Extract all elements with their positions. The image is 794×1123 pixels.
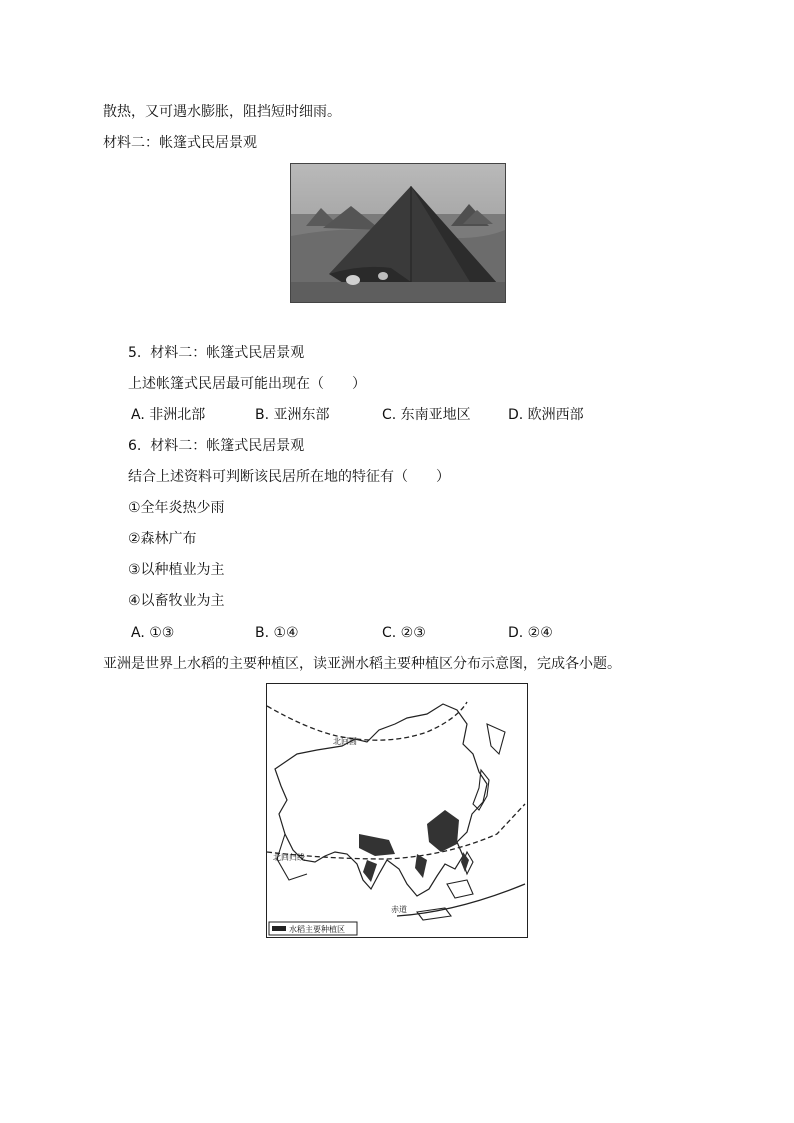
q6-material: 材料二：帐篷式民居景观 <box>150 438 305 454</box>
q6-statement-4: ④以畜牧业为主 <box>128 593 225 609</box>
q5-option-a[interactable]: A. 非洲北部 <box>131 407 206 423</box>
q5-option-d[interactable]: D. 欧洲西部 <box>508 407 584 423</box>
legend-label: 水稻主要种植区 <box>289 925 345 934</box>
map-label-arctic: 北回圆 <box>333 737 357 746</box>
q6-statement-1: ①全年炎热少雨 <box>128 500 225 516</box>
q5-number: 5. <box>128 345 142 361</box>
q6-stem: 结合上述资料可判断该民居所在地的特征有（ ） <box>128 469 450 485</box>
legend-swatch <box>272 926 286 931</box>
q6-statement-2: ②森林广布 <box>128 531 197 547</box>
q5-stem: 上述帐篷式民居最可能出现在（ ） <box>128 376 366 392</box>
q6-option-c[interactable]: C. ②③ <box>382 625 426 641</box>
q6-header <box>128 437 304 455</box>
q6-option-a[interactable]: A. ①③ <box>131 625 175 641</box>
q6-option-d[interactable]: D. ②④ <box>508 625 553 641</box>
tent-dwelling-photo <box>290 163 506 303</box>
map-label-tropic: 北回归线 <box>273 853 305 862</box>
section-intro: 亚洲是世界上水稻的主要种植区，读亚洲水稻主要种植区分布示意图，完成各小题。 <box>103 656 621 672</box>
q6-option-b[interactable]: B. ①④ <box>255 625 299 641</box>
q5-material: 材料二：帐篷式民居景观 <box>150 345 305 361</box>
asia-rice-map <box>266 683 528 938</box>
material2-caption: 材料二：帐篷式民居景观 <box>103 135 257 151</box>
q5-option-c[interactable]: C. 东南亚地区 <box>382 407 471 423</box>
q6-number: 6. <box>128 438 142 454</box>
map-label-equator: 赤道 <box>391 905 407 914</box>
q5-header <box>128 344 304 362</box>
q5-option-b[interactable]: B. 亚洲东部 <box>255 407 330 423</box>
q6-statement-3: ③以种植业为主 <box>128 562 225 578</box>
intro-tail-text: 散热，又可遇水膨胀，阻挡短时细雨。 <box>103 104 341 120</box>
